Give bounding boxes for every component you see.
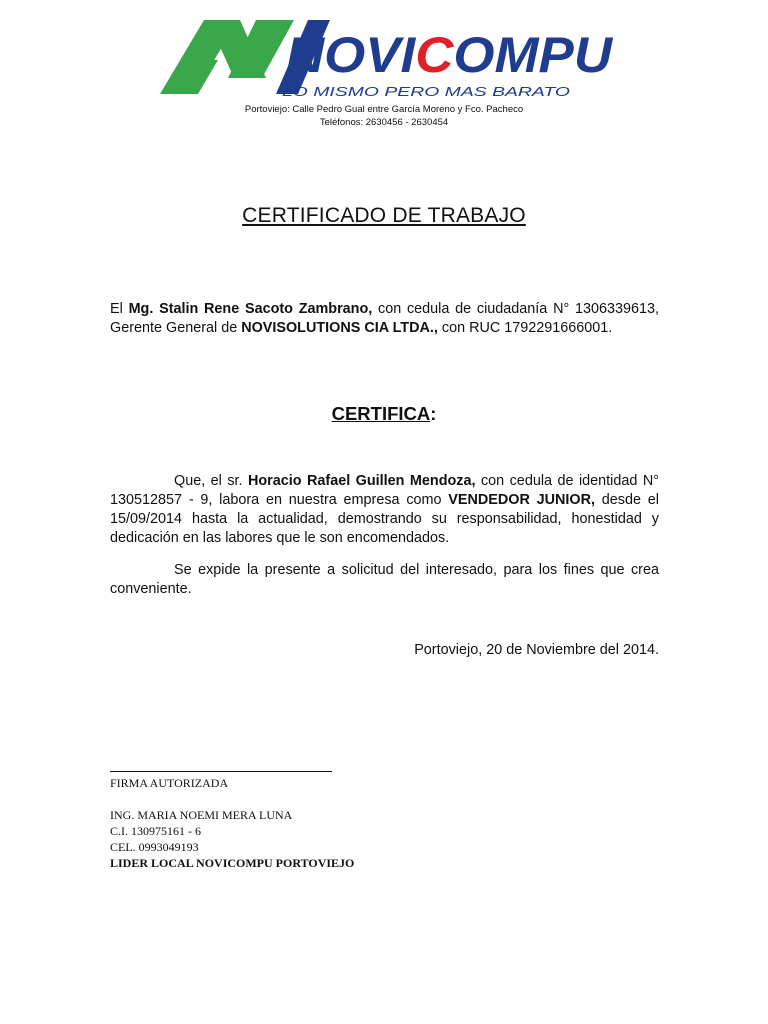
manager-name: Mg. Stalin Rene Sacoto Zambrano, (128, 301, 373, 317)
signer-phone: CEL. 0993049193 (110, 840, 199, 854)
date-line: Portoviejo, 20 de Noviembre del 2014. (414, 642, 659, 658)
signature-line (110, 771, 332, 772)
novicompu-logo (158, 16, 614, 100)
certifica-heading: CERTIFICA: (331, 403, 437, 424)
intro-paragraph: El Mg. Stalin Rene Sacoto Zambrano, con cedula de ciudadanía N° 1306339613, Gerente General de NOVISOLUTIONS CIA LTDA., con RUC 1792291666001. (110, 301, 659, 336)
employee-name: Horacio Rafael Guillen Mendoza, (247, 473, 476, 489)
logo-slogan-text: LO MISMO PERO MAS BARATO (282, 84, 570, 99)
closing-paragraph: Se expide la presente a solicitud del interesado, para los fines que crea conveniente. (110, 562, 659, 597)
company-phones: Teléfonos: 2630456 - 2630454 (319, 117, 449, 128)
body-paragraph: Que, el sr. Horacio Rafael Guillen Mendoza, con cedula de identidad N° 130512857 - 9, labora en nuestra empresa como VENDEDOR JUNIOR, desde el 15/09/2014 hasta la actualidad, demostrando su responsabilidad, honestidad y dedicación en las labores que le son encomendados. (110, 473, 659, 546)
signer-role: LIDER LOCAL NOVICOMPU PORTOVIEJO (110, 856, 355, 870)
employee-position: VENDEDOR JUNIOR, (448, 492, 596, 508)
company-name: NOVISOLUTIONS CIA LTDA., (241, 320, 438, 336)
company-address: Portoviejo: Calle Pedro Gual entre García Moreno y Fco. Pacheco (244, 104, 524, 115)
signer-ci: C.I. 130975161 - 6 (110, 824, 201, 838)
logo-brand-text: NOVI COMPU (286, 27, 604, 83)
signature-label: FIRMA AUTORIZADA (110, 776, 229, 790)
signer-name: ING. MARIA NOEMI MERA LUNA (110, 808, 293, 822)
document-title: CERTIFICADO DE TRABAJO (242, 204, 526, 227)
